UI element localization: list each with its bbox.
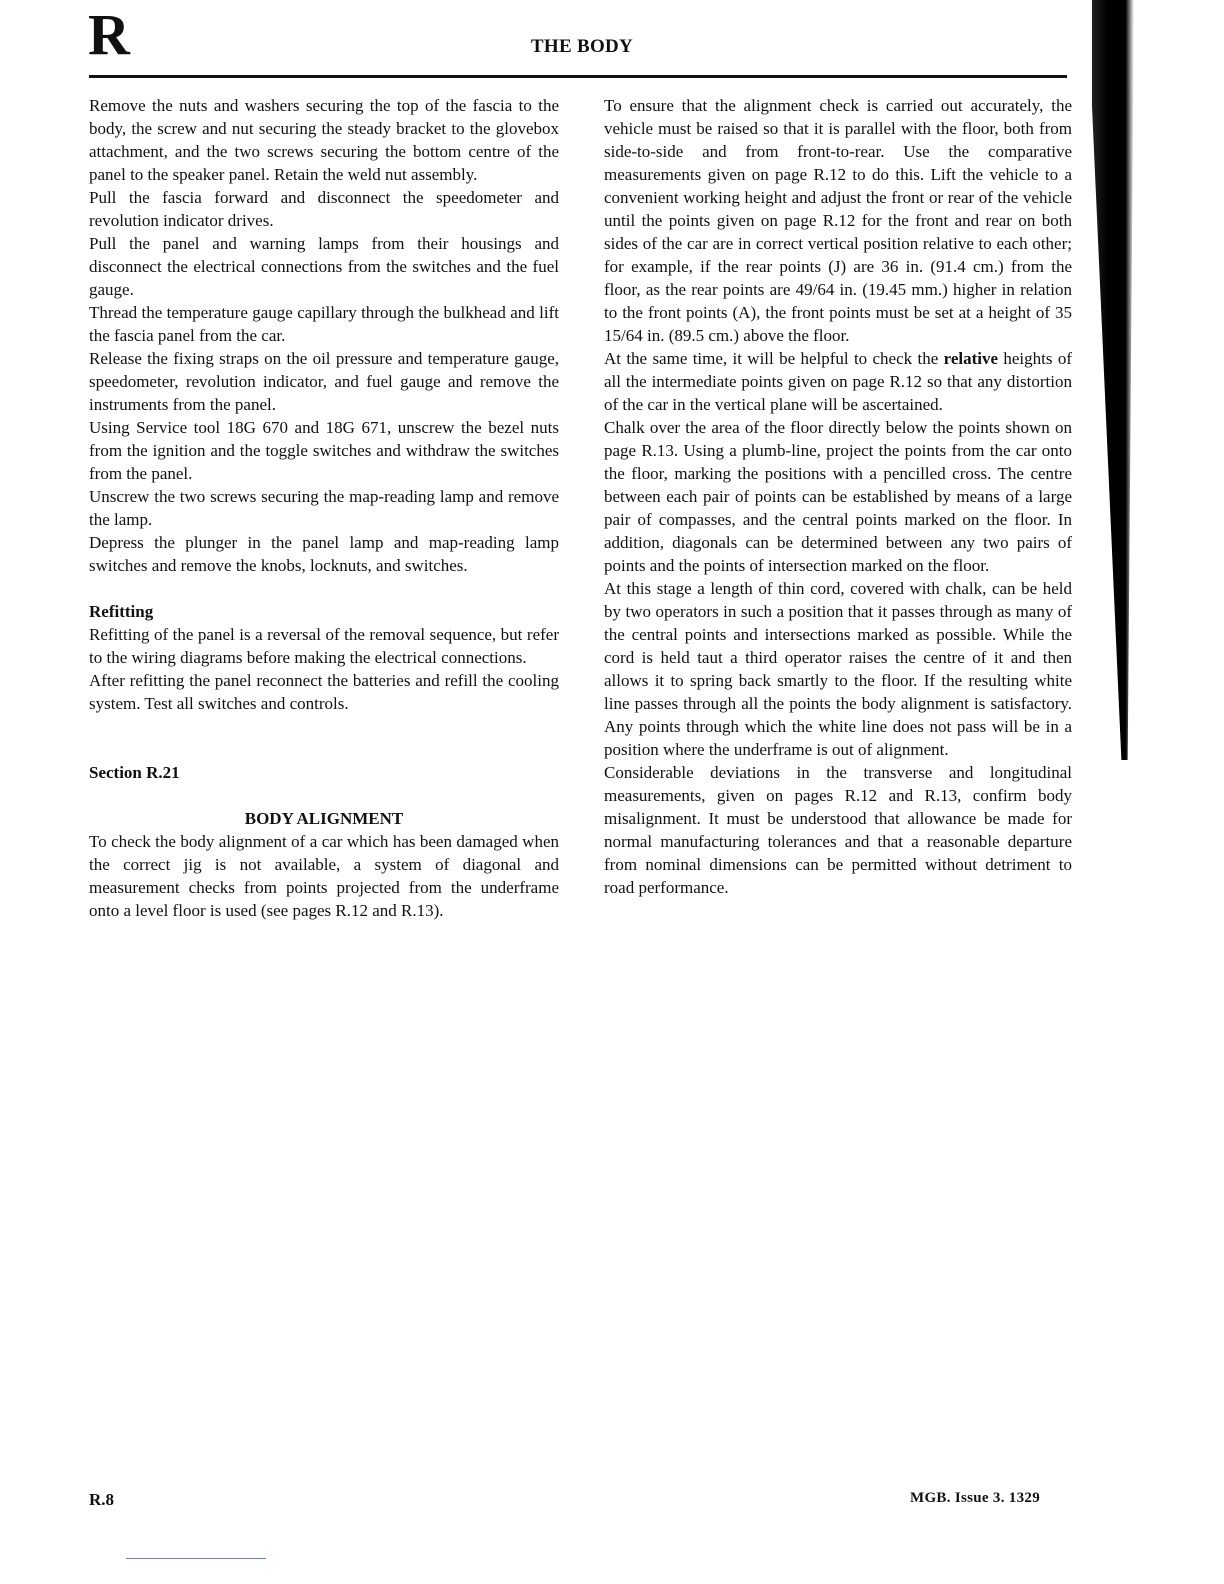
paragraph: To check the body alignment of a car which has been damaged when the correct jig is not available, a system of diagonal and measurement checks from points projected from the underframe onto a level floor is used (see pages R.12 and R.13).	[89, 832, 559, 920]
section-label: Section R.21	[89, 763, 180, 782]
paragraph: Refitting of the panel is a reversal of the removal sequence, but refer to the wiring diagrams before making the electrical connections.	[89, 625, 559, 667]
footer-rule	[126, 1558, 266, 1559]
paragraph: At this stage a length of thin cord, covered with chalk, can be held by two operators in such a position that it passes through as many of the central points and intersections marked as possible. While the cord is held taut a third operator raises the centre of it and then allows it to spring back smartly to the floor. If the resulting white line passes through all the points the body alignment is satisfactory. Any points through which the white line does not pass will be in a position where the underframe is out of alignment.	[604, 579, 1072, 759]
page-title: THE BODY	[530, 36, 634, 57]
paragraph: Thread the temperature gauge capillary through the bulkhead and lift the fascia panel from the car.	[89, 303, 559, 345]
text-run: At the same time, it will be helpful to check the	[604, 349, 939, 368]
left-column	[89, 94, 559, 922]
paragraph	[604, 347, 1072, 416]
right-column	[604, 94, 1072, 899]
refitting-heading: Refitting	[89, 602, 154, 621]
body-alignment-heading: BODY ALIGNMENT	[244, 809, 404, 828]
paragraph: To ensure that the alignment check is carried out accurately, the vehicle must be raised so that it is parallel with the floor, both from side-to-side and from front-to-rear. Use the comparative measurements given on page R.12 to do this. Lift the vehicle to a convenient working height and adjust the front or rear of the vehicle until the points given on page R.12 for the front and rear on both sides of the car are in correct vertical position relative to each other; for example, if the rear points (J) are 36 in. (91.4 cm.) from the floor, as the rear points are 49/64 in. (19.45 mm.) higher in relation to the front points (A), the front points must be set at a height of 35 15/64 in. (89.5 cm.) above the floor.	[604, 96, 1072, 345]
page-number: R.8	[89, 1490, 115, 1509]
emphasis: relative	[943, 349, 999, 368]
scan-binding-edge	[1092, 0, 1134, 760]
paragraph: Release the fixing straps on the oil pressure and temperature gauge, speedometer, revolution indicator, and fuel gauge and remove the instruments from the panel.	[89, 349, 559, 414]
paragraph: After refitting the panel reconnect the batteries and refill the cooling system. Test all switches and controls.	[89, 671, 559, 713]
paragraph: Considerable deviations in the transverse and longitudinal measurements, given on pages R.12 and R.13, confirm body misalignment. It must be understood that allowance be made for normal manufacturing tolerances and that a reasonable departure from nominal dimensions can be permitted without detriment to road performance.	[604, 763, 1072, 897]
paragraph: Unscrew the two screws securing the map-reading lamp and remove the lamp.	[89, 487, 559, 529]
paragraph: Remove the nuts and washers securing the top of the fascia to the body, the screw and nut securing the steady bracket to the glovebox attachment, and the two screws securing the bottom centre of the panel to the speaker panel. Retain the weld nut assembly.	[89, 96, 559, 184]
paragraph: Pull the fascia forward and disconnect the speedometer and revolution indicator drives.	[89, 188, 559, 230]
paragraph: Depress the plunger in the panel lamp and map-reading lamp switches and remove the knobs, locknuts, and switches.	[89, 533, 559, 575]
paragraph: Pull the panel and warning lamps from their housings and disconnect the electrical connections from the switches and the fuel gauge.	[89, 234, 559, 299]
text-run: heights of all the intermediate points given on page R.12 so that any distortion of the car in the vertical plane will be ascertained.	[604, 349, 1072, 414]
issue-info: MGB. Issue 3. 1329	[910, 1490, 1040, 1506]
section-letter: R	[88, 2, 130, 67]
header-rule	[89, 75, 1067, 78]
paragraph: Chalk over the area of the floor directly below the points shown on page R.13. Using a plumb-line, project the points from the car onto the floor, marking the positions with a pencilled cross. The centre between each pair of points can be established by means of a large pair of compasses, and the central points marked on the floor. In addition, diagonals can be determined between any two pairs of points and the points of intersection marked on the floor.	[604, 418, 1072, 575]
paragraph: Using Service tool 18G 670 and 18G 671, unscrew the bezel nuts from the ignition and the toggle switches and withdraw the switches from the panel.	[89, 418, 559, 483]
